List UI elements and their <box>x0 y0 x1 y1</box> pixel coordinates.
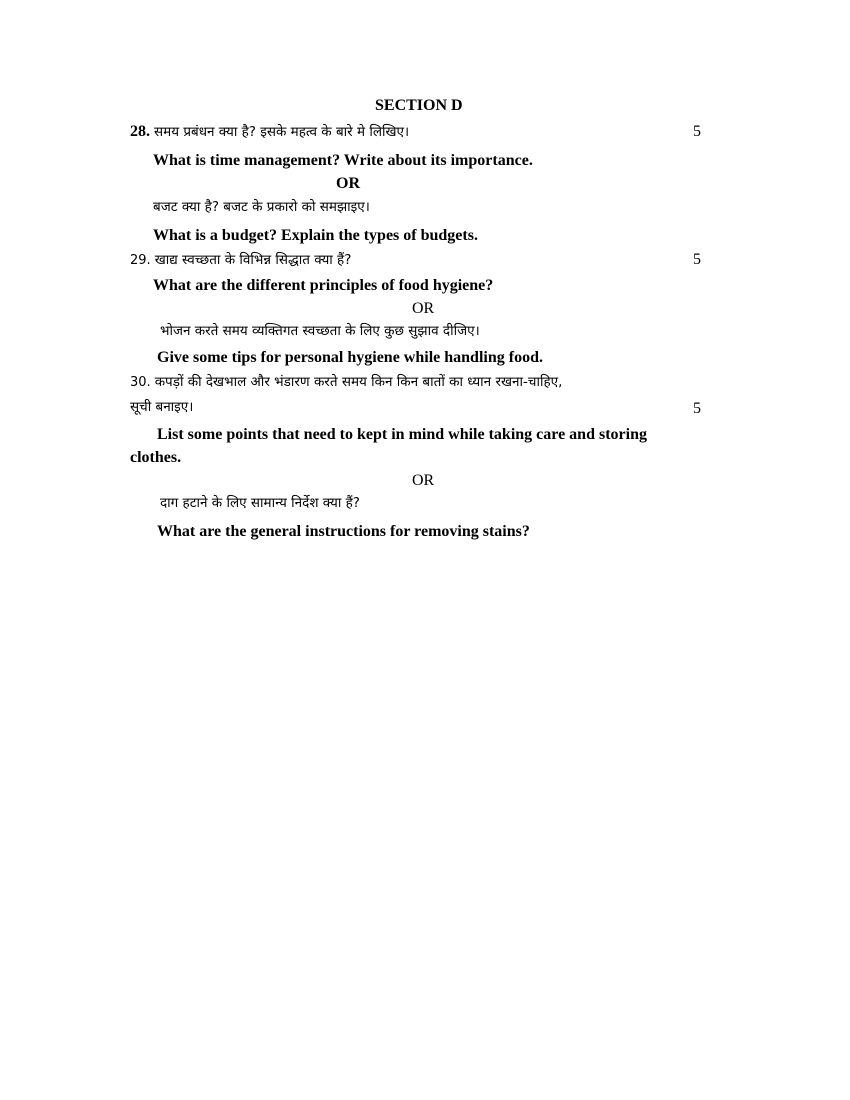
question-30-alt-hindi: दाग हटाने के लिए सामान्य निर्देश क्या हैं? <box>160 495 360 511</box>
question-30-or-label: OR <box>412 472 435 489</box>
question-hindi-text: समय प्रबंधन क्या है? इसके महत्व के बारे मे लिखिए। <box>154 124 410 140</box>
question-28-hindi <box>130 124 409 140</box>
question-29-alt-english: Give some tips for personal hygiene while handling food. <box>157 349 543 366</box>
question-28-marks: 5 <box>693 123 701 140</box>
question-30-hindi-line2: सूची बनाइए। <box>130 399 194 415</box>
question-30-alt-english: What are the general instructions for removing stains? <box>157 523 530 540</box>
question-28-or-label: OR <box>336 175 360 192</box>
question-29-english: What are the different principles of food hygiene? <box>153 277 494 294</box>
question-number: 30. <box>130 375 151 390</box>
question-28-english: What is time management? Write about its importance. <box>153 152 533 169</box>
question-30-hindi-line1 <box>130 374 562 390</box>
question-28-alt-english: What is a budget? Explain the types of budgets. <box>153 227 478 244</box>
question-28-alt-hindi: बजट क्या है? बजट के प्रकारो को समझाइए। <box>153 199 370 215</box>
question-30-english-line2: clothes. <box>130 449 182 466</box>
question-29-hindi <box>130 252 351 268</box>
question-30-english-line1: List some points that need to kept in mind while taking care and storing <box>157 426 647 443</box>
question-29-or-label: OR <box>412 300 435 317</box>
question-number: 28. <box>130 123 150 140</box>
question-number: 29. <box>130 253 151 268</box>
question-hindi-text: खाद्य स्वच्छता के विभिन्न सिद्धात क्या हैं? <box>154 252 352 268</box>
question-hindi-text: कपड़ों की देखभाल और भंडारण करते समय किन किन बातों का ध्यान रखना-चाहिए, <box>154 374 563 390</box>
section-title: SECTION D <box>375 97 463 114</box>
question-29-alt-hindi: भोजन करते समय व्यक्तिगत स्वच्छता के लिए कुछ सुझाव दीजिए। <box>160 323 480 339</box>
question-30-marks: 5 <box>693 400 701 417</box>
question-29-marks: 5 <box>693 251 701 268</box>
